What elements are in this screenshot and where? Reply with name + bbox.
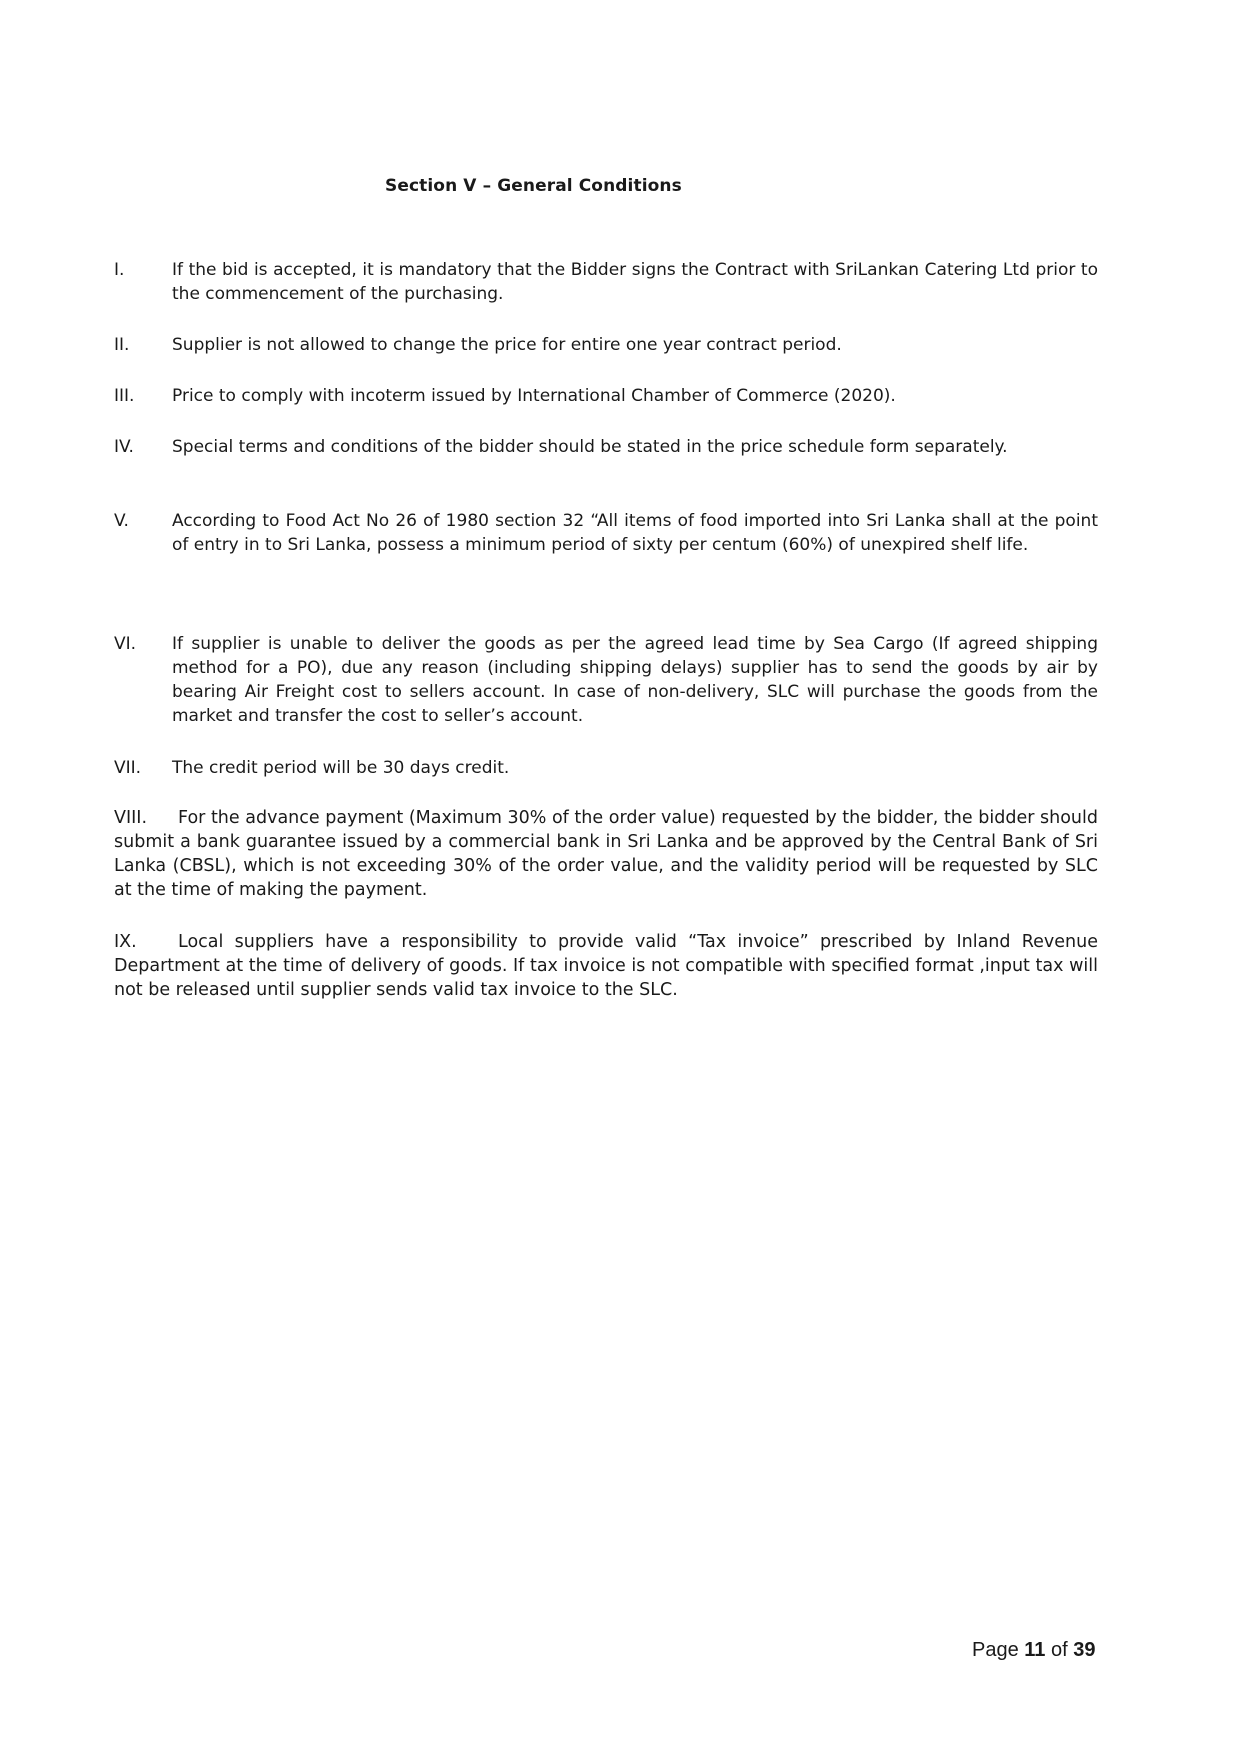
total-pages: 39	[1073, 1639, 1096, 1661]
item-text: Price to comply with incoterm issued by International Chamber of Commerce (2020).	[172, 386, 896, 406]
item-number: VII.	[114, 758, 142, 778]
item-text: The credit period will be 30 days credit.	[172, 758, 510, 778]
page-label: Page	[972, 1639, 1019, 1661]
condition-item-6	[114, 632, 1098, 728]
condition-item-1	[114, 258, 1098, 306]
item-number: VIII.	[114, 808, 148, 828]
of-label: of	[1051, 1639, 1068, 1661]
condition-item-9	[114, 930, 1098, 1002]
item-number: IX.	[114, 932, 137, 952]
item-text: Special terms and conditions of the bidder should be stated in the price schedule form separately.	[172, 437, 1008, 457]
item-number: VI.	[114, 634, 137, 654]
item-text: Supplier is not allowed to change the price for entire one year contract period.	[172, 335, 842, 355]
current-page: 11	[1024, 1639, 1046, 1661]
condition-item-4	[114, 435, 1098, 459]
item-text: If supplier is unable to deliver the goods as per the agreed lead time by Sea Cargo (If agreed shipping method for a PO), due any reason (including shipping delays) supplier has to send the goods by air by bearing Air Freight cost to sellers account. In case of non-delivery, SLC will purchase the goods from the market and transfer the cost to seller’s account.	[172, 634, 1098, 726]
item-text: If the bid is accepted, it is mandatory that the Bidder signs the Contract with SriLankan Catering Ltd prior to the commencement of the purchasing.	[172, 260, 1098, 304]
condition-item-5	[114, 509, 1098, 557]
item-text: For the advance payment (Maximum 30% of the order value) requested by the bidder, the bidder should submit a bank guarantee issued by a commercial bank in Sri Lanka and be approved by the Central Bank of Sri Lanka (CBSL), which is not exceeding 30% of the order value, and the validity period will be requested by SLC at the time of making the payment.	[114, 808, 1098, 900]
section-title: Section V – General Conditions	[385, 176, 682, 196]
item-text: According to Food Act No 26 of 1980 section 32 “All items of food imported into Sri Lanka shall at the point of entry in to Sri Lanka, possess a minimum period of sixty per centum (60%) of unexpired shelf life.	[172, 511, 1098, 555]
condition-item-2	[114, 333, 1098, 357]
page-number-footer	[972, 1639, 1096, 1662]
item-number: IV.	[114, 437, 134, 457]
item-number: III.	[114, 386, 135, 406]
item-number: V.	[114, 511, 129, 531]
condition-item-8	[114, 806, 1098, 902]
condition-item-3	[114, 384, 1098, 408]
condition-item-7	[114, 756, 1098, 780]
item-number: II.	[114, 335, 130, 355]
item-text: Local suppliers have a responsibility to provide valid “Tax invoice” prescribed by Inland Revenue Department at the time of delivery of goods. If tax invoice is not compatible with specified format ,input tax will not be released until supplier sends valid tax invoice to the SLC.	[114, 932, 1098, 1000]
item-number: I.	[114, 260, 125, 280]
